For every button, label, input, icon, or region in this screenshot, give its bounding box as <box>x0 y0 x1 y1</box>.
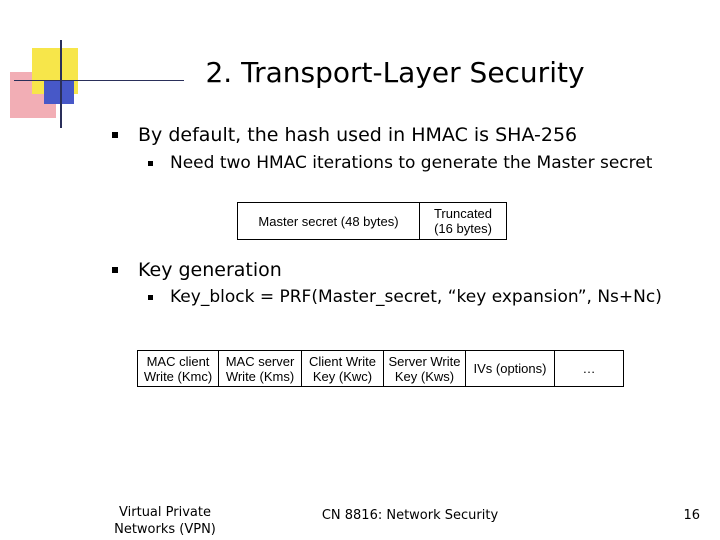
sub-bullet-marker <box>148 161 153 166</box>
footer-center: CN 8816: Network Security <box>321 508 499 523</box>
sub-bullet-key-block <box>170 287 662 307</box>
key-block-cell-client-write: Client Write Key (Kwc) <box>302 351 384 386</box>
key-block-cell-mac-client: MAC client Write (Kmc) <box>138 351 219 386</box>
logo-blue-square <box>44 80 74 104</box>
logo-vertical-line <box>60 40 62 128</box>
sub-bullet-marker <box>148 295 153 300</box>
slide-title: 2. Transport-Layer Security <box>205 56 585 89</box>
truncated-label: Truncated (16 bytes) <box>433 206 493 236</box>
bullet-hmac <box>138 124 577 146</box>
master-secret-box <box>237 202 419 240</box>
sub-bullet-text: Key_block = PRF(Master_secret, “key expansion”, Ns+Nc) <box>170 287 662 307</box>
key-block-row <box>137 350 624 387</box>
bullet-marker <box>112 267 118 273</box>
bullet-key-generation <box>138 259 282 281</box>
sub-bullet-hmac-iterations <box>170 153 652 173</box>
key-block-cell-ellipsis: … <box>582 361 596 376</box>
footer-left: Virtual Private Networks (VPN) <box>114 505 216 537</box>
key-block-cell-mac-server: MAC server Write (Kms) <box>219 351 302 386</box>
bullet-text: By default, the hash used in HMAC is SHA-256 <box>138 124 578 146</box>
page-number: 16 <box>683 508 700 523</box>
truncated-box <box>419 202 507 240</box>
master-secret-label: Master secret (48 bytes) <box>258 213 399 229</box>
key-block-cell-server-write: Server Write Key (Kws) <box>384 351 466 386</box>
bullet-text: Key generation <box>138 259 282 281</box>
key-block-cell-ivs: IVs (options) <box>466 351 555 386</box>
bullet-marker <box>112 132 118 138</box>
sub-bullet-text: Need two HMAC iterations to generate the Master secret <box>170 153 653 173</box>
